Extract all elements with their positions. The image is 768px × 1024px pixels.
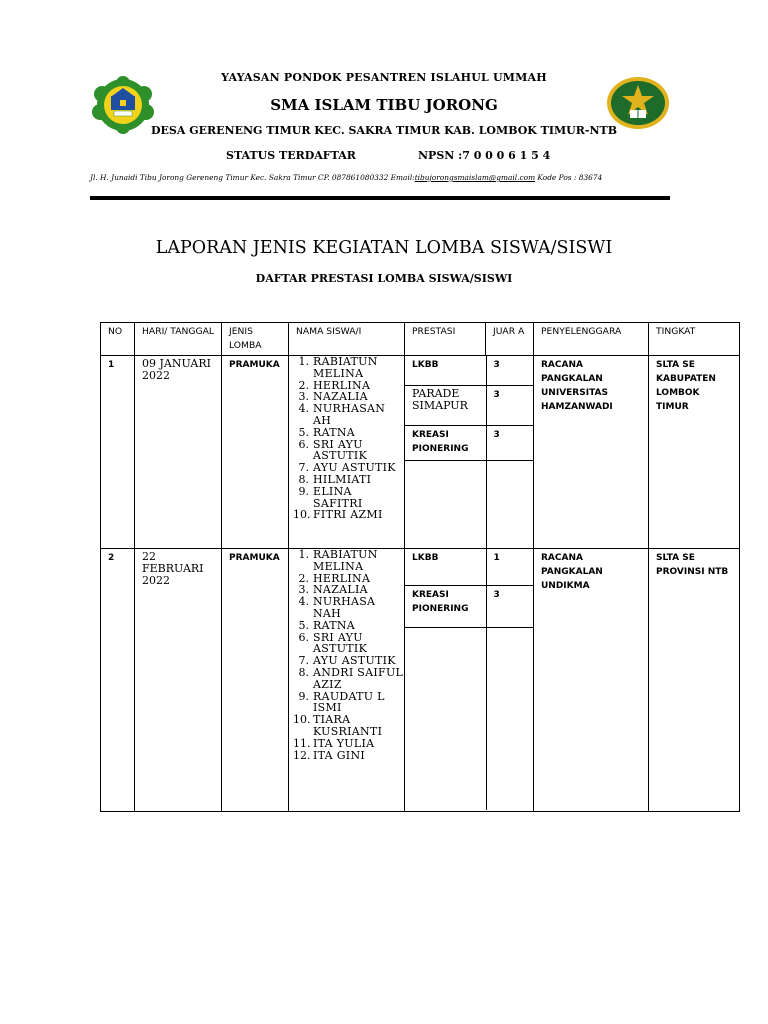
student-name: RATNA <box>313 618 356 632</box>
student-name: ANDRI SAIFUL AZIZ <box>313 665 404 691</box>
student-number: 5. <box>298 618 309 632</box>
header-divider <box>90 196 670 200</box>
student-number: 12. <box>293 748 311 762</box>
prize-rank: 1 <box>493 553 500 563</box>
prize-name <box>405 628 486 630</box>
row-competition-type: PRAMUKA <box>229 553 280 563</box>
student-number: 2. <box>298 378 309 392</box>
contact-prefix: Jl. H. Junaidi Tibu Jorong Gereneng Timur Kec. Sakra Timur CP. 087861080332 Email: <box>90 173 415 182</box>
table-row <box>101 356 740 549</box>
prize-name: KREASI PIONERING <box>412 589 469 614</box>
student-name-list <box>289 549 404 761</box>
registration-status: STATUS TERDAFTAR <box>226 149 356 162</box>
student-number: 11. <box>293 736 311 750</box>
prize-row <box>405 425 534 460</box>
prize-rank <box>487 628 535 630</box>
student-number: 10. <box>293 713 311 727</box>
header-type: JENIS LOMBA <box>222 323 289 356</box>
student-number: 7. <box>298 461 309 475</box>
student-name: ITA YULIA <box>313 736 375 750</box>
student-name: NAZALIA <box>313 583 368 597</box>
list-item <box>289 474 404 486</box>
header-date: HARI/ TANGGAL <box>135 323 222 356</box>
prize-rank: 3 <box>493 429 500 440</box>
contact-email-link[interactable]: tibujorongsmaislam@gmail.com <box>414 173 536 182</box>
student-name: RAUDATU L ISMI <box>313 689 385 715</box>
student-number: 6. <box>298 437 309 451</box>
report-subtitle: DAFTAR PRESTASI LOMBA SISWA/SISWI <box>255 272 513 285</box>
student-number: 6. <box>298 630 309 644</box>
student-name: NURHASA NAH <box>313 595 376 620</box>
prize-name: PARADE SIMAPUR <box>412 386 468 412</box>
student-number: 9. <box>298 689 309 703</box>
student-name: ELINA SAFITRI <box>313 484 363 510</box>
row-organizer: RACANA PANGKALAN UNIVERSITAS HAMZANWADI <box>541 360 613 412</box>
header-organizer: PENYELENGGARA <box>534 323 649 356</box>
header-level: TINGKAT <box>649 323 740 356</box>
list-item <box>289 596 404 620</box>
prize-row <box>405 627 534 810</box>
student-number: 4. <box>298 402 309 416</box>
prize-row <box>405 385 534 425</box>
header-rank: JUAR A <box>486 323 534 356</box>
prize-rank: 3 <box>493 589 500 600</box>
list-item <box>289 738 404 750</box>
row-organizer: RACANA PANGKALAN UNDIKMA <box>541 553 603 591</box>
prize-subtable <box>405 356 534 548</box>
student-name: NURHASAN AH <box>313 402 386 427</box>
student-number: 1. <box>298 548 309 561</box>
student-name: RABIATUN MELINA <box>313 355 378 380</box>
list-item <box>289 667 404 691</box>
header-no: NO <box>101 323 135 356</box>
student-name: TIARA KUSRIANTI <box>313 713 383 738</box>
list-item <box>289 632 404 656</box>
student-name: AYU ASTUTIK <box>313 654 396 668</box>
student-name: HILMIATI <box>313 472 372 486</box>
list-item <box>289 439 404 463</box>
student-number: 3. <box>298 390 309 404</box>
student-number: 2. <box>298 571 309 585</box>
list-item <box>289 620 404 632</box>
row-date: 22 FEBRUARI 2022 <box>142 550 204 587</box>
student-number: 9. <box>298 484 309 498</box>
student-number: 7. <box>298 654 309 668</box>
student-name: HERLINA <box>313 571 371 585</box>
student-name: AYU ASTUTIK <box>313 461 396 475</box>
student-name: NAZALIA <box>313 390 368 404</box>
student-name: SRI AYU ASTUTIK <box>313 437 368 463</box>
table-row <box>101 549 740 812</box>
student-name: RATNA <box>313 425 356 439</box>
prize-name <box>405 461 486 463</box>
prize-name: LKBB <box>412 553 439 563</box>
student-name-list <box>289 356 404 521</box>
student-name: ITA GINI <box>313 748 366 762</box>
row-competition-type: PRAMUKA <box>229 360 280 370</box>
foundation-name: YAYASAN PONDOK PESANTREN ISLAHUL UMMAH <box>221 71 547 84</box>
school-address: DESA GERENENG TIMUR KEC. SAKRA TIMUR KAB. LOMBOK TIMUR-NTB <box>150 124 618 137</box>
list-item <box>289 714 404 738</box>
prize-row <box>405 460 534 548</box>
student-number: 5. <box>298 425 309 439</box>
row-level: SLTA SE KABUPATEN LOMBOK TIMUR <box>656 360 716 412</box>
npsn-number: NPSN :7 0 0 0 6 1 5 4 <box>418 149 551 162</box>
student-name: FITRI AZMI <box>313 508 383 522</box>
list-item <box>289 750 404 762</box>
prize-rank: 3 <box>493 389 500 400</box>
list-item <box>289 509 404 521</box>
prize-rank <box>487 461 535 463</box>
header-achievement: PRESTASI <box>405 323 486 356</box>
list-item <box>289 427 404 439</box>
report-title: LAPORAN JENIS KEGIATAN LOMBA SISWA/SISWI <box>155 238 613 258</box>
header-names: NAMA SISWA/I <box>289 323 405 356</box>
row-date: 09 JANUARI 2022 <box>142 357 211 382</box>
student-number: 1. <box>298 355 309 368</box>
student-number: 8. <box>298 472 309 486</box>
contact-line <box>90 173 602 182</box>
row-level: SLTA SE PROVINSI NTB <box>656 553 729 577</box>
prize-name: LKBB <box>412 360 439 370</box>
contact-suffix: Kode Pos : 83674 <box>535 173 603 182</box>
student-name: HERLINA <box>313 378 371 392</box>
prize-row <box>405 585 534 627</box>
list-item <box>289 356 404 380</box>
table-header-row <box>101 323 740 356</box>
list-item <box>289 691 404 715</box>
student-name: SRI AYU ASTUTIK <box>313 630 368 656</box>
prize-subtable <box>405 549 534 810</box>
prize-name: KREASI PIONERING <box>412 429 469 454</box>
student-name: RABIATUN MELINA <box>313 548 378 573</box>
list-item <box>289 549 404 573</box>
row-number: 2 <box>108 553 115 563</box>
prize-rank: 3 <box>493 360 500 370</box>
school-name: SMA ISLAM TIBU JORONG <box>270 96 498 114</box>
row-number: 1 <box>108 360 115 370</box>
list-item <box>289 403 404 427</box>
list-item <box>289 486 404 510</box>
prize-row <box>405 356 534 385</box>
student-number: 10. <box>293 508 311 522</box>
student-number: 4. <box>298 595 309 609</box>
achievement-table <box>100 322 740 812</box>
student-number: 3. <box>298 583 309 597</box>
prize-row <box>405 549 534 585</box>
student-number: 8. <box>298 665 309 679</box>
